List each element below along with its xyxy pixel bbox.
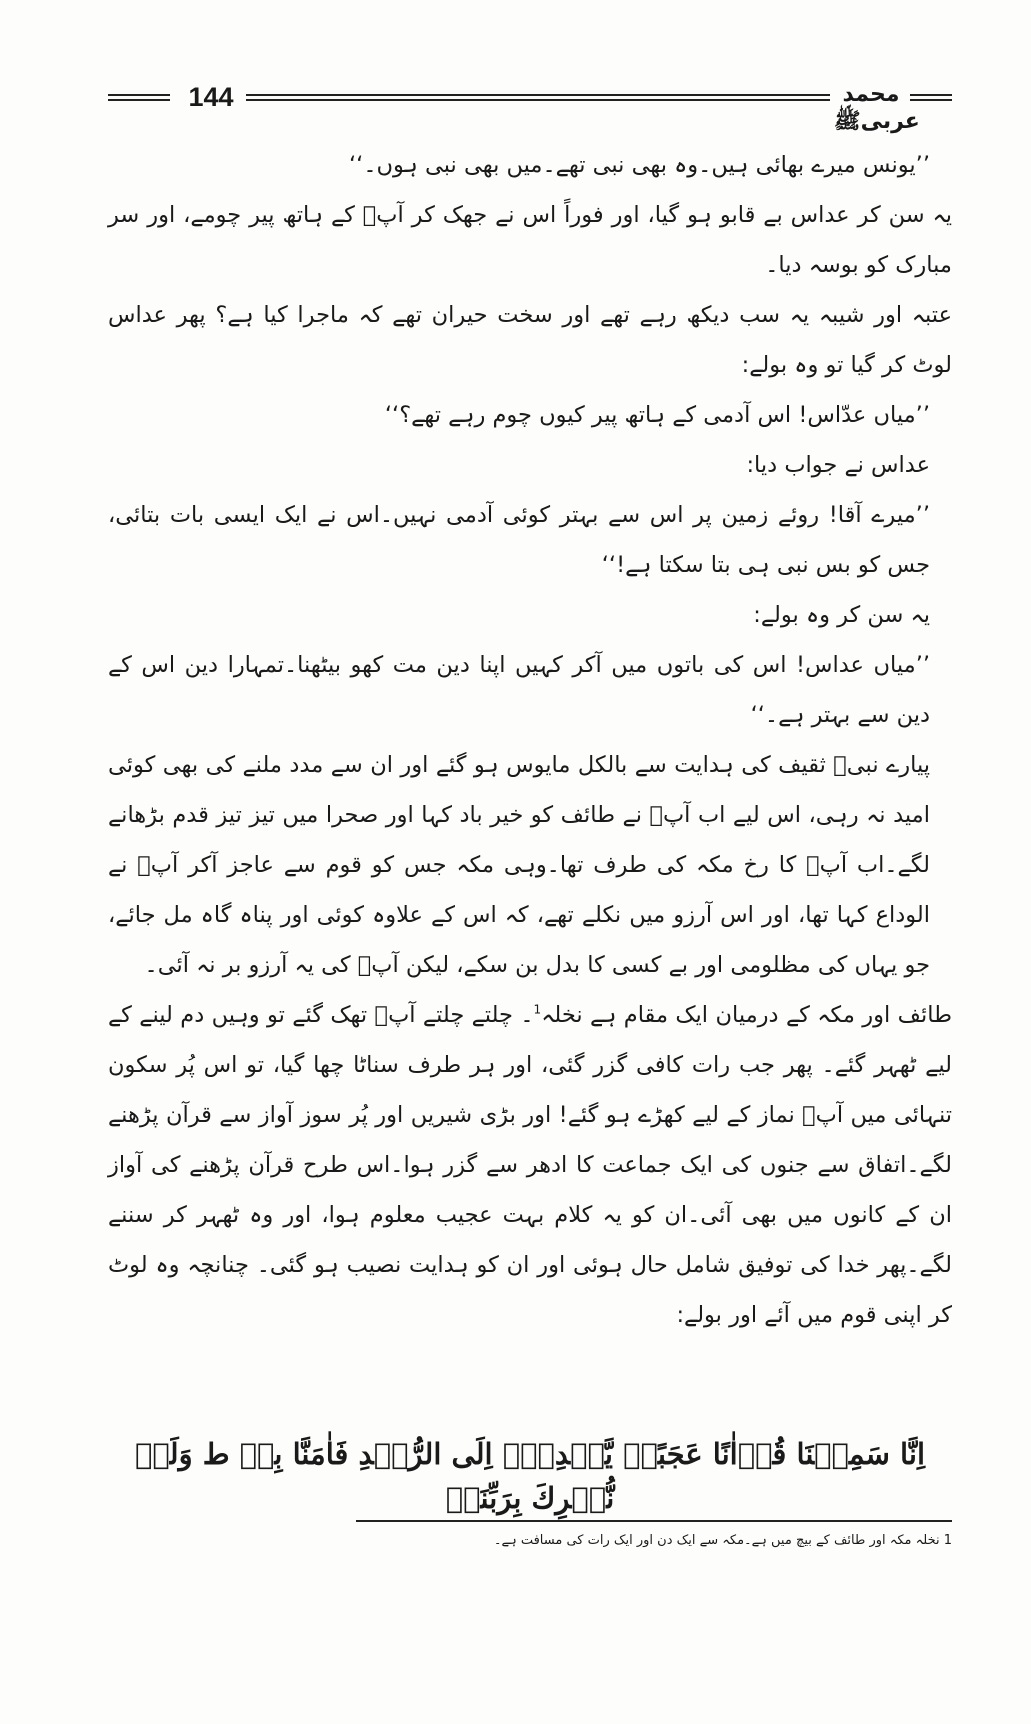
body-text [108,140,952,1340]
paragraph-2: یہ سن کر عداس بے قابو ہو گیا، اور فوراً اس نے جھک کر آپؐ کے ہاتھ پیر چومے، اور سر مبارک کو بوسہ دیا۔ [108,202,952,278]
paragraph-3: عتبہ اور شیبہ یہ سب دیکھ رہے تھے اور سخت حیران تھے کہ ماجرا کیا ہے؟ پھر عداس لوٹ کر گیا تو وہ بولے: [108,302,952,378]
paragraph-8: ’’میاں عداس! اس کی باتوں میں آکر کہیں اپنا دین مت کھو بیٹھنا۔تمہارا دین اس کے دین سے بہتر ہے۔‘‘ [108,652,930,728]
paragraph-6: ’’میرے آقا! روئے زمین پر اس سے بہتر کوئی آدمی نہیں۔اس نے ایک ایسی بات بتائی، جس کو بس نبی ہی بتا سکتا ہے!‘‘ [108,502,930,578]
header-rule-left [108,94,170,101]
header-rule-middle [246,94,830,101]
paragraph-5: عداس نے جواب دیا: [746,452,930,478]
footnote-reference[interactable]: 1 [533,1002,542,1017]
paragraph-10-text-continued: ۔ چلتے چلتے آپؐ تھک گئے تو وہیں دم لینے کے لیے ٹھہر گئے۔ پھر جب رات کافی گزر گئی، اور ہر طرف سناٹا چھا گیا، تو اس پُر سکون تنہائی میں آپؐ نماز کے لیے کھڑے ہو گئے! اور بڑی شیریں اور پُر سوز آواز سے قرآن پڑھنے لگے۔اتفاق سے جنوں کی ایک جماعت کا ادھر سے گزر ہوا۔اس طرح قرآن پڑھنے کی آواز ان کے کانوں میں بھی آئی۔ان کو یہ کلام بہت عجیب معلوم ہوا، اور وہ ٹھہر کر سننے لگے۔پھر خدا کی توفیق شامل حال ہوئی اور ان کو ہدایت نصیب ہو گئی۔ چنانچہ وہ لوٹ کر اپنی قوم میں آئے اور بولے: [108,1002,952,1328]
paragraph-1: ’’یونس میرے بھائی ہیں۔وہ بھی نبی تھے۔میں بھی نبی ہوں۔‘‘ [349,152,930,178]
running-header [108,82,952,134]
header-rule-right [910,94,952,101]
quran-verse: اِنَّا سَمِعۡنَا قُرۡاٰنًا عَجَبًاۙ يَّهۡدِىۡۤ اِلَى الرُّشۡدِ فَاٰمَنَّا بِهٖ ط وَلَنۡ نُّشۡرِكَ بِرَبِّنَاۤ [134,1437,926,1515]
footnote-divider [356,1520,952,1522]
running-title: محمد عربیﷺ [834,82,920,134]
page-number: 144 [188,82,234,112]
paragraph-4: ’’میاں عدّاس! اس آدمی کے ہاتھ پیر کیوں چوم رہے تھے؟‘‘ [384,402,930,428]
paragraph-10-text: طائف اور مکہ کے درمیان ایک مقام ہے نخلہ [541,1002,952,1028]
paragraph-10 [108,990,952,1340]
paragraph-7: یہ سن کر وہ بولے: [753,602,930,628]
paragraph-9: پیارے نبیؐ ثقیف کی ہدایت سے بالکل مایوس ہو گئے اور ان سے مدد ملنے کی بھی کوئی امید نہ رہی، اس لیے اب آپؐ نے طائف کو خیر باد کہا اور صحرا میں تیز تیز قدم بڑھانے لگے۔اب آپؐ کا رخ مکہ کی طرف تھا۔وہی مکہ جس کو قوم سے عاجز آکر آپؐ نے الوداع کہا تھا، اور اس آرزو میں نکلے تھے، کہ اس کے علاوہ کوئی اور پناہ گاہ مل جائے، جو یہاں کی مظلومی اور بے کسی کا بدل بن سکے، لیکن آپؐ کی یہ آرزو بر نہ آئی۔ [108,752,930,978]
footnote: 1 نخلہ مکہ اور طائف کے بیچ میں ہے۔مکہ سے ایک دن اور ایک رات کی مسافت ہے۔ [493,1533,952,1548]
